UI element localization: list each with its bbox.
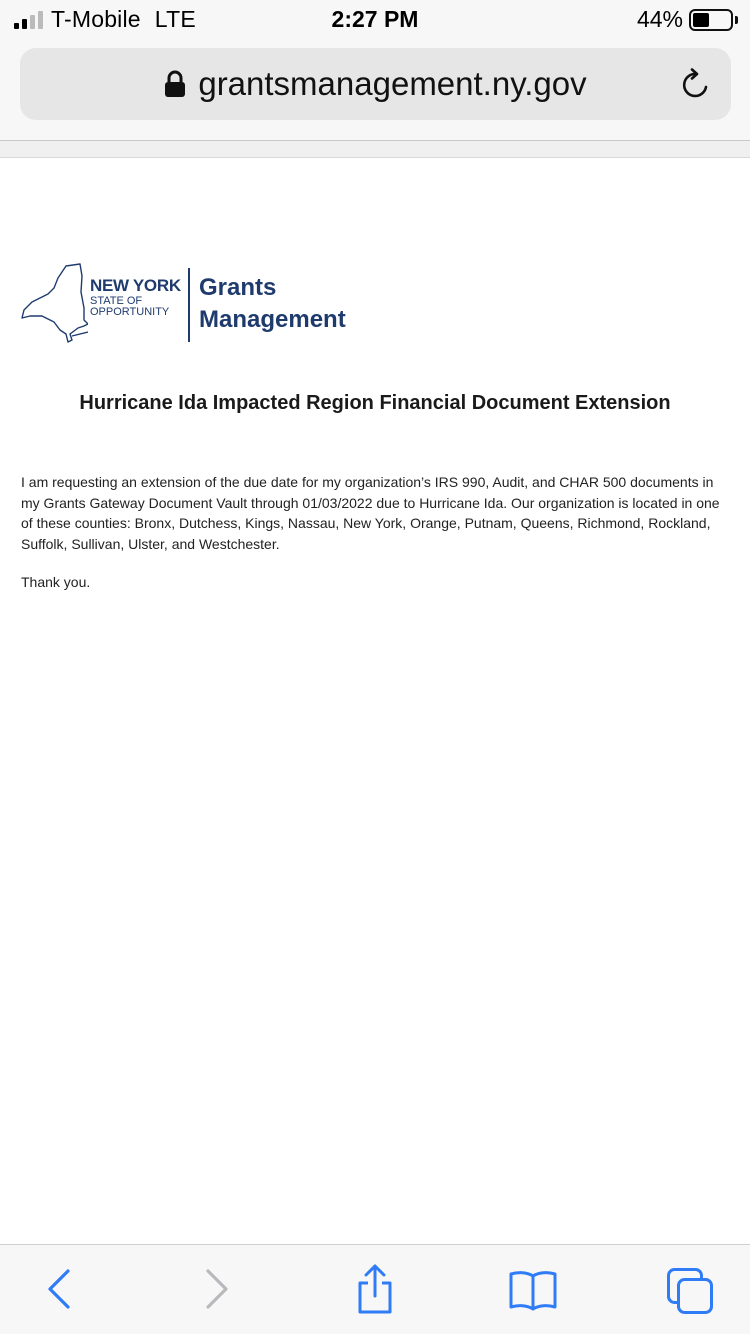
back-icon[interactable] bbox=[42, 1267, 76, 1311]
page-content bbox=[0, 158, 750, 1244]
logo-tagline-line1: STATE OF bbox=[90, 295, 143, 307]
logo-divider bbox=[188, 268, 190, 342]
bottom-toolbar bbox=[0, 1244, 750, 1334]
new-york-state-outline-icon bbox=[18, 258, 88, 344]
logo-state-name: NEW YORK bbox=[90, 276, 181, 295]
share-icon[interactable] bbox=[355, 1263, 395, 1315]
battery-fill bbox=[693, 13, 709, 27]
battery-percent: 44% bbox=[636, 6, 683, 32]
battery-tip bbox=[735, 16, 738, 24]
address-bar[interactable] bbox=[20, 48, 731, 120]
toolbar-divider bbox=[0, 140, 750, 158]
status-right bbox=[637, 6, 738, 33]
logo-tagline bbox=[90, 296, 169, 318]
status-time: 2:27 PM bbox=[331, 6, 419, 32]
carrier-name: T-Mobile bbox=[51, 6, 141, 32]
reload-icon[interactable] bbox=[679, 68, 713, 102]
url-text[interactable]: grantsmanagement.ny.gov bbox=[198, 65, 587, 102]
logo-tagline-line2: OPPORTUNITY bbox=[90, 306, 170, 318]
battery-icon bbox=[689, 9, 733, 31]
document-closing: Thank you. bbox=[21, 574, 91, 590]
bookmarks-icon[interactable] bbox=[508, 1269, 558, 1311]
ny-grants-management-logo bbox=[18, 258, 358, 348]
status-bar bbox=[0, 0, 750, 42]
tabs-icon[interactable] bbox=[666, 1267, 714, 1315]
logo-product-line2: Management bbox=[199, 306, 346, 333]
network-type: LTE bbox=[154, 6, 196, 32]
document-title: Hurricane Ida Impacted Region Financial Document Extension bbox=[79, 392, 671, 414]
document-body: I am requesting an extension of the due date for my organization’s IRS 990, Audit, and CHAR 500 documents in my Grants Gateway Document Vault through 01/03/2022 due to Hurricane Ida. Our organization is located in one of these counties: Bronx, Dutchess, Kings, Nassau, New York, Orange, Putnam, Queens, Richmond, Rockland, Suffolk, Sullivan, Ulster, and Westchester. bbox=[21, 474, 720, 552]
lock-icon bbox=[164, 70, 186, 98]
logo-product-line1: Grants bbox=[199, 274, 277, 301]
address-bar-area bbox=[0, 42, 750, 140]
url-display[interactable] bbox=[20, 48, 731, 120]
forward-icon[interactable] bbox=[200, 1267, 234, 1311]
